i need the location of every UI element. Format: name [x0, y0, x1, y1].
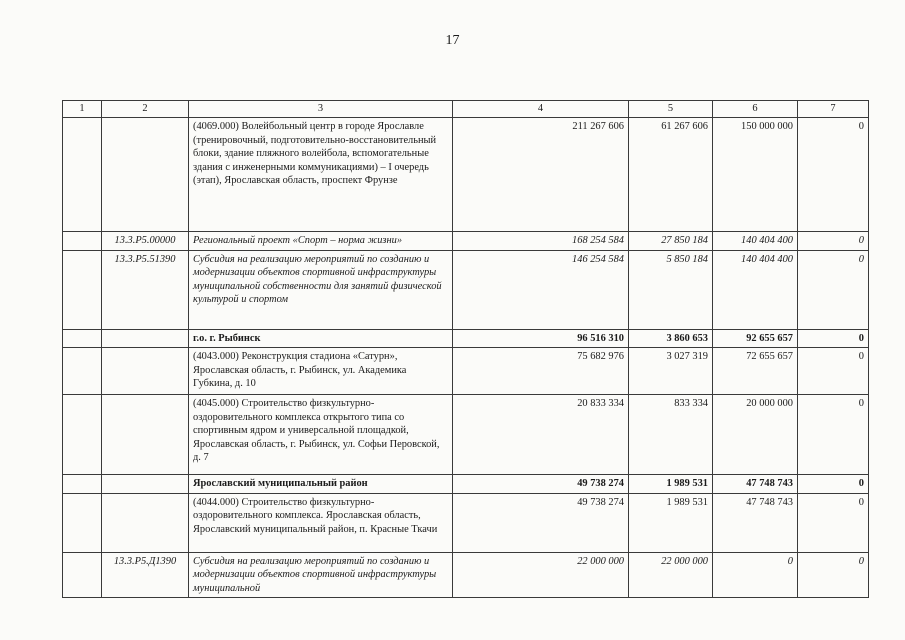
total-cell: 49 738 274: [453, 475, 629, 494]
code-cell: [102, 493, 189, 552]
name-cell: Ярославский муниципальный район: [189, 475, 453, 494]
row-number-cell: [63, 395, 102, 475]
name-cell: (4044.000) Строительство физкультурно-оздоровительного комплекса. Ярославская область, Ярославский муниципальный район, п. Красные Ткачи: [189, 493, 453, 552]
column-header: 5: [629, 101, 713, 118]
budget-table: [62, 100, 869, 598]
total-cell: 146 254 584: [453, 250, 629, 329]
code-cell: [102, 348, 189, 395]
table-row: [63, 329, 869, 348]
amount-cell: 140 404 400: [713, 232, 798, 251]
total-cell: 168 254 584: [453, 232, 629, 251]
amount-cell: 27 850 184: [629, 232, 713, 251]
code-cell: [102, 118, 189, 232]
amount-cell: 20 000 000: [713, 395, 798, 475]
table-row: [63, 552, 869, 598]
amount-cell: 1 989 531: [629, 493, 713, 552]
total-cell: 211 267 606: [453, 118, 629, 232]
table-row: [63, 493, 869, 552]
amount-cell: 150 000 000: [713, 118, 798, 232]
column-header: 6: [713, 101, 798, 118]
name-cell: Субсидия на реализацию мероприятий по созданию и модернизации объектов спортивной инфраструктуры муниципальной: [189, 552, 453, 598]
table-header-row: [63, 101, 869, 118]
row-number-cell: [63, 493, 102, 552]
row-number-cell: [63, 329, 102, 348]
amount-cell: 0: [798, 250, 869, 329]
code-cell: 13.3.Р5.Д1390: [102, 552, 189, 598]
amount-cell: 0: [798, 348, 869, 395]
amount-cell: 3 027 319: [629, 348, 713, 395]
amount-cell: 0: [713, 552, 798, 598]
page-number: 17: [445, 33, 460, 48]
total-cell: 75 682 976: [453, 348, 629, 395]
name-cell: (4069.000) Волейбольный центр в городе Ярославле (тренировочный, подготовительно-восстановительный блоки, здание пляжного волейбола, вспомогательные здания с инженерными коммуникациями) – I очередь (этап), Ярославская область, проспект Фрунзе: [189, 118, 453, 232]
code-cell: [102, 329, 189, 348]
name-cell: Региональный проект «Спорт – норма жизни»: [189, 232, 453, 251]
name-cell: (4045.000) Строительство физкультурно-оздоровительного комплекса открытого типа со спортивным ядром и универсальной площадкой, Ярославская область, г. Рыбинск, ул. Софьи Перовской, д. 7: [189, 395, 453, 475]
table-row: [63, 475, 869, 494]
amount-cell: 3 860 653: [629, 329, 713, 348]
amount-cell: 0: [798, 552, 869, 598]
table-body: [63, 118, 869, 598]
amount-cell: 1 989 531: [629, 475, 713, 494]
column-header: 2: [102, 101, 189, 118]
column-header: 7: [798, 101, 869, 118]
amount-cell: 0: [798, 493, 869, 552]
column-header: 1: [63, 101, 102, 118]
amount-cell: 0: [798, 232, 869, 251]
table-row: [63, 395, 869, 475]
row-number-cell: [63, 232, 102, 251]
total-cell: 96 516 310: [453, 329, 629, 348]
amount-cell: 0: [798, 329, 869, 348]
table-row: [63, 348, 869, 395]
row-number-cell: [63, 475, 102, 494]
total-cell: 20 833 334: [453, 395, 629, 475]
amount-cell: 0: [798, 475, 869, 494]
amount-cell: 140 404 400: [713, 250, 798, 329]
table-row: [63, 118, 869, 232]
code-cell: [102, 475, 189, 494]
column-header: 4: [453, 101, 629, 118]
row-number-cell: [63, 552, 102, 598]
amount-cell: 0: [798, 395, 869, 475]
total-cell: 22 000 000: [453, 552, 629, 598]
table-row: [63, 250, 869, 329]
row-number-cell: [63, 348, 102, 395]
amount-cell: 92 655 657: [713, 329, 798, 348]
amount-cell: 72 655 657: [713, 348, 798, 395]
column-header: 3: [189, 101, 453, 118]
amount-cell: 47 748 743: [713, 493, 798, 552]
amount-cell: 47 748 743: [713, 475, 798, 494]
amount-cell: 5 850 184: [629, 250, 713, 329]
code-cell: [102, 395, 189, 475]
row-number-cell: [63, 118, 102, 232]
total-cell: 49 738 274: [453, 493, 629, 552]
name-cell: Субсидия на реализацию мероприятий по созданию и модернизации объектов спортивной инфраструктуры муниципальной собственности для занятий физической культурой и спортом: [189, 250, 453, 329]
code-cell: 13.3.Р5.00000: [102, 232, 189, 251]
code-cell: 13.3.Р5.51390: [102, 250, 189, 329]
row-number-cell: [63, 250, 102, 329]
amount-cell: 833 334: [629, 395, 713, 475]
amount-cell: 61 267 606: [629, 118, 713, 232]
amount-cell: 0: [798, 118, 869, 232]
amount-cell: 22 000 000: [629, 552, 713, 598]
name-cell: (4043.000) Реконструкция стадиона «Сатурн», Ярославская область, г. Рыбинск, ул. Академика Губкина, д. 10: [189, 348, 453, 395]
table-row: [63, 232, 869, 251]
name-cell: г.о. г. Рыбинск: [189, 329, 453, 348]
